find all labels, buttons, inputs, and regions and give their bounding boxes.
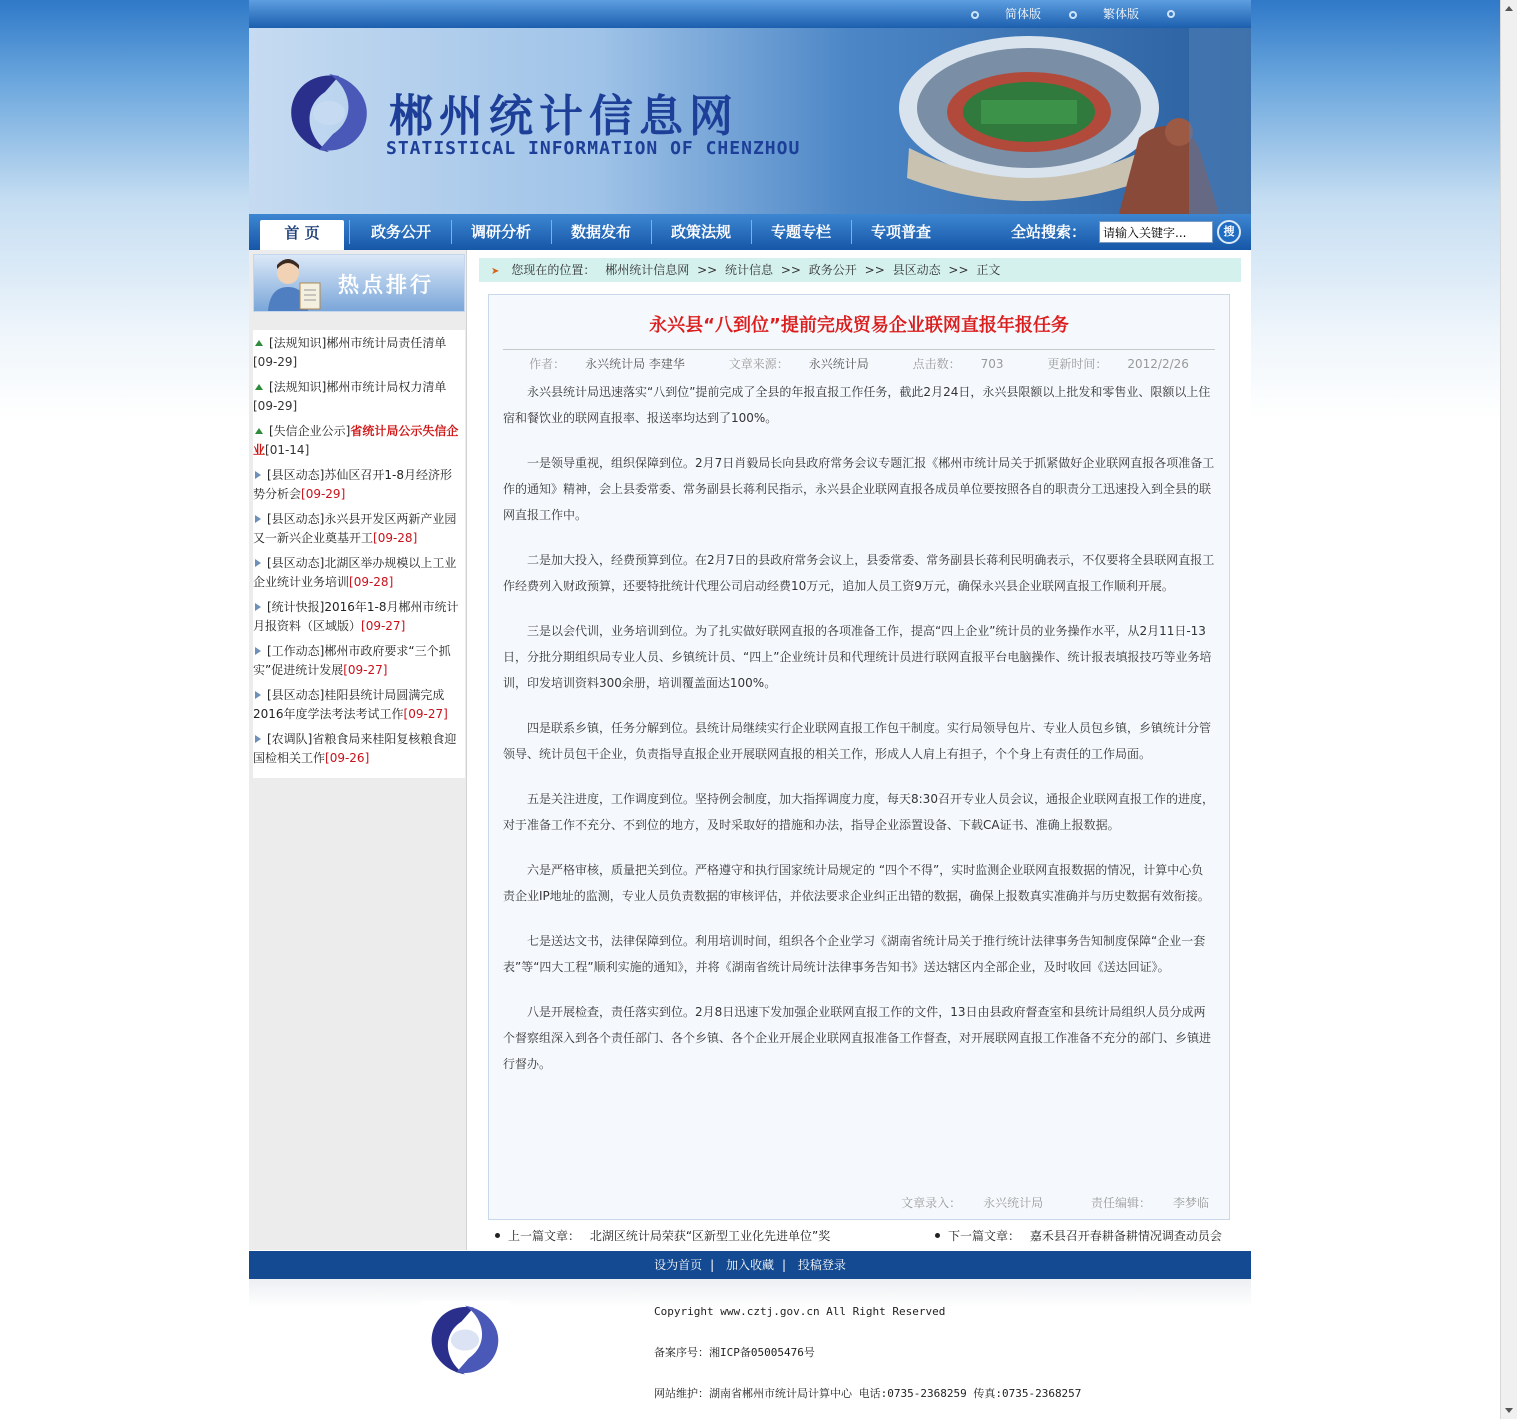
breadcrumb-item[interactable]: 郴州统计信息网 bbox=[605, 263, 690, 277]
paragraph: 三是以会代训，业务培训到位。为了扎实做好联网直报的各项准备工作，提高“四上企业”统计员的业务操作水平，从2月11日-13日，分批分期组织局专业人员、乡镇统计员、“四上”企业统计员和代理统计员进行联网直报平台电脑操作、统计报表填报技巧等业务培训，印发培训资料300余册，培训覆盖面达100%。 bbox=[503, 624, 1212, 690]
bullet-icon bbox=[495, 1233, 500, 1238]
hot-ranking-item-date: [09-29] bbox=[301, 487, 346, 501]
hot-ranking-item-date: [09-29] bbox=[253, 355, 298, 369]
clicks-label: 点击数： bbox=[912, 357, 961, 371]
hot-ranking-item[interactable] bbox=[253, 466, 465, 504]
maintainer-text: 网站维护：湖南省郴州市统计局计算中心 电话:0735-2368259 传真:0735-2368257 bbox=[654, 1387, 1082, 1400]
hot-ranking-item-label: [农调队]省粮食局来桂阳复核粮食迎国检相关工作 bbox=[253, 732, 457, 765]
right-arrow-icon bbox=[255, 647, 261, 655]
author-value: 永兴统计局 李建华 bbox=[585, 357, 685, 371]
paragraph: 七是送达文书，法律保障到位。利用培训时间，组织各个企业学习《湖南省统计局关于推行统计法律事务告知制度保障“企业一套表”等“四大工程”顺利实施的通知》，并将《湖南省统计局统计法律事务告知书》送达辖区内全部企业，及时收回《送达回证》。 bbox=[503, 934, 1206, 974]
nav-government-affairs[interactable]: 政务公开 bbox=[370, 223, 431, 241]
next-article-link[interactable]: 嘉禾县召开春耕备耕情况调查动员会 bbox=[1029, 1229, 1222, 1243]
hot-ranking-item-label: [统计快报]2016年1-8月郴州市统计月报资料（区域版） bbox=[253, 600, 459, 633]
breadcrumb-item[interactable]: 统计信息 bbox=[725, 263, 774, 277]
breadcrumb-prefix: 您现在的位置： bbox=[511, 263, 596, 277]
right-arrow-icon bbox=[255, 471, 261, 479]
hot-ranking-item-label: [法规知识]郴州市统计局责任清单 bbox=[269, 336, 447, 350]
right-arrow-icon bbox=[255, 735, 261, 743]
hot-ranking-item[interactable] bbox=[253, 422, 465, 460]
up-arrow-icon bbox=[255, 384, 263, 390]
right-arrow-icon bbox=[255, 515, 261, 523]
breadcrumb-current: 正文 bbox=[976, 263, 1001, 277]
paragraph: 一是领导重视，组织保障到位。2月7日肖毅局长向县政府常务会议专题汇报《郴州市统计局关于抓紧做好企业联网直报各项准备工作的通知》精神，会上县委常委、常务副县长蒋利民指示，永兴县企业联网直报各成员单位要按照各自的职责分工迅速投入到全县的联网直报工作中。 bbox=[503, 456, 1215, 522]
paragraph: 永兴县统计局迅速落实“八到位”提前完成了全县的年报直报工作任务，截此2月24日，永兴县限额以上批发和零售业、限额以上住宿和餐饮业的联网直报率、报送率均达到了100%。 bbox=[503, 385, 1211, 425]
right-arrow-icon bbox=[255, 603, 261, 611]
updated-value: 2012/2/26 bbox=[1127, 357, 1189, 371]
copyright-text: Copyright www.cztj.gov.cn All Right Reserved bbox=[654, 1305, 946, 1318]
hot-ranking-item-label: [失信企业公示] bbox=[269, 424, 351, 438]
hot-ranking-item-label: [县区动态]苏仙区召开1-8月经济形势分析会 bbox=[253, 468, 452, 501]
editor-value: 李梦临 bbox=[1172, 1196, 1209, 1210]
updated-label: 更新时间： bbox=[1047, 357, 1108, 371]
source-label: 文章来源： bbox=[728, 357, 789, 371]
hot-ranking-item-label: [县区动态]北湖区举办规模以上工业企业统计业务培训 bbox=[253, 556, 457, 589]
person-icon bbox=[264, 257, 326, 311]
right-arrow-icon bbox=[255, 691, 261, 699]
entry-value: 永兴统计局 bbox=[983, 1196, 1044, 1210]
nav-divider bbox=[349, 220, 350, 244]
paragraph: 四是联系乡镇，任务分解到位。县统计局继续实行企业联网直报工作包干制度。实行局领导包片、专业人员包乡镇，乡镇统计分管领导、统计员包干企业，负责指导直报企业开展联网直报的相关工作，形成人人肩上有担子，个个身上有责任的工作局面。 bbox=[503, 721, 1212, 761]
prev-label: 上一篇文章： bbox=[508, 1229, 581, 1243]
footer-logo bbox=[421, 1299, 509, 1381]
next-article bbox=[935, 1226, 1222, 1246]
chevron-right-icon: ➤ bbox=[491, 266, 500, 277]
divider bbox=[503, 349, 1215, 350]
hot-ranking-item-date: [09-27] bbox=[361, 619, 406, 633]
site-logo bbox=[279, 68, 379, 158]
scroll-down-icon[interactable] bbox=[1505, 1408, 1513, 1413]
footer-info bbox=[654, 1291, 1081, 1414]
hot-ranking-item-label: [县区动态]永兴县开发区两新产业园又一新兴企业奠基开工 bbox=[253, 512, 457, 545]
hot-ranking-item[interactable] bbox=[253, 642, 465, 680]
submit-login-link[interactable]: 投稿登录 bbox=[797, 1258, 846, 1272]
paragraph: 八是开展检查，责任落实到位。2月8日迅速下发加强企业联网直报工作的文件，13日由县政府督查室和县统计局组织人员分成两个督察组深入到各个责任部门、各个乡镇、各个企业开展企业联网直报准备工作督查，对开展联网直报工作准备不充分的部门、乡镇进行督办。 bbox=[503, 1005, 1212, 1071]
clicks-value: 703 bbox=[980, 357, 1004, 371]
simplified-link[interactable]: 简体版 bbox=[1004, 7, 1041, 21]
breadcrumb-separator: >> bbox=[780, 263, 801, 277]
breadcrumb-separator: >> bbox=[697, 263, 718, 277]
entry-label: 文章录入： bbox=[901, 1196, 962, 1210]
hot-ranking-item[interactable] bbox=[253, 686, 465, 724]
hot-ranking-item-label: [工作动态]郴州市政府要求“三个抓实”促进统计发展 bbox=[253, 644, 451, 677]
hot-ranking-item[interactable] bbox=[253, 510, 465, 548]
right-arrow-icon bbox=[255, 559, 261, 567]
breadcrumb-item[interactable]: 县区动态 bbox=[892, 263, 941, 277]
nav-home[interactable]: 首 页 bbox=[260, 220, 344, 250]
scroll-up-icon[interactable] bbox=[1505, 6, 1513, 11]
article-title: 永兴县“八到位”提前完成贸易企业联网直报年报任务 bbox=[649, 315, 1069, 336]
add-favorite-link[interactable]: 加入收藏 bbox=[725, 1258, 774, 1272]
up-arrow-icon bbox=[255, 428, 263, 434]
vertical-scrollbar[interactable] bbox=[1500, 0, 1517, 1419]
paragraph: 六是严格审核，质量把关到位。严格遵守和执行国家统计局规定的 “四个不得”，实时监测企业联网直报数据的情况，计算中心负责企业IP地址的监测，专业人员负责数据的审核评估，并依法要求企业纠正出错的数据，确保上报数真实准确并与历史数据有效衔接。 bbox=[503, 863, 1210, 903]
paragraph: 二是加大投入，经费预算到位。在2月7日的县政府常务会议上，县委常委、常务副县长蒋利民明确表示，不仅要将全县联网直报工作经费列入财政预算，还要特批统计代理公司启动经费10万元，追加人员工资9万元，确保永兴县企业联网直报工作顺利开展。 bbox=[503, 553, 1215, 593]
article-body bbox=[503, 379, 1215, 1096]
set-homepage-link[interactable]: 设为首页 bbox=[654, 1258, 703, 1272]
previous-article bbox=[495, 1226, 830, 1246]
hot-ranking-item-date: [09-27] bbox=[343, 663, 388, 677]
nav-topics[interactable]: 专题专栏 bbox=[770, 223, 831, 241]
hot-ranking-item-date: [09-26] bbox=[325, 751, 370, 765]
bullet-icon bbox=[971, 11, 979, 19]
hot-ranking-item-date: [09-27] bbox=[403, 707, 448, 721]
hot-ranking-item-highlight: 省统计局公示失信企业 bbox=[253, 424, 459, 457]
hot-ranking-header bbox=[253, 254, 465, 312]
search-label: 全站搜索： bbox=[1011, 223, 1087, 241]
breadcrumb-separator: >> bbox=[948, 263, 969, 277]
article-signature bbox=[857, 1194, 1209, 1211]
top-bar bbox=[249, 0, 1251, 28]
hot-ranking-item-date: [09-28] bbox=[349, 575, 394, 589]
search-input[interactable] bbox=[1099, 221, 1213, 243]
sidebar bbox=[249, 250, 467, 1250]
bullet-icon bbox=[1069, 11, 1077, 19]
breadcrumb-separator: >> bbox=[864, 263, 885, 277]
footer-nav: 设为首页 | 加入收藏 | 投稿登录 bbox=[249, 1251, 1251, 1279]
hot-ranking-item-label: [县区动态]桂阳县统计局圆满完成2016年度学法考法考试工作 bbox=[253, 688, 445, 721]
bullet-icon bbox=[935, 1233, 940, 1238]
article bbox=[488, 294, 1230, 1220]
main-nav bbox=[249, 214, 1251, 250]
hot-ranking-title: 热点排行 bbox=[338, 273, 434, 297]
breadcrumb-item[interactable]: 政务公开 bbox=[808, 263, 857, 277]
hot-ranking-item[interactable] bbox=[253, 334, 465, 372]
hot-ranking-item[interactable] bbox=[253, 378, 465, 416]
hot-ranking-list bbox=[253, 330, 465, 778]
hot-ranking-item-date: [01-14] bbox=[265, 443, 310, 457]
site-title: 郴州统计信息网 bbox=[389, 91, 739, 142]
next-label: 下一篇文章： bbox=[948, 1229, 1021, 1243]
source-value: 永兴统计局 bbox=[808, 357, 869, 371]
paragraph: 五是关注进度，工作调度到位。坚持例会制度，加大指挥调度力度，每天8:30召开专业人员会议，通报企业联网直报工作的进度，对于准备工作不充分、不到位的地方，及时采取好的措施和办法，指导企业添置设备、下载CA证书、准确上报数据。 bbox=[503, 792, 1214, 832]
hot-ranking-item-date: [09-29] bbox=[253, 399, 298, 413]
nav-census[interactable]: 专项普查 bbox=[870, 223, 931, 241]
breadcrumb bbox=[479, 258, 1241, 282]
nav-research[interactable]: 调研分析 bbox=[470, 223, 531, 241]
hot-ranking-item-label: [法规知识]郴州市统计局权力清单 bbox=[269, 380, 447, 394]
nav-policy[interactable]: 政策法规 bbox=[670, 223, 731, 241]
site-subtitle: STATISTICAL INFORMATION OF CHENZHOU bbox=[386, 138, 801, 159]
hot-ranking-item-date: [09-28] bbox=[373, 531, 418, 545]
footer bbox=[249, 1279, 1251, 1400]
traditional-link[interactable]: 繁体版 bbox=[1102, 7, 1139, 21]
prev-article-link[interactable]: 北湖区统计局荣获“区新型工业化先进单位”奖 bbox=[589, 1229, 831, 1243]
hot-ranking-item[interactable] bbox=[253, 554, 465, 592]
hot-ranking-item[interactable] bbox=[253, 598, 465, 636]
page bbox=[249, 0, 1251, 1419]
search-button[interactable]: 搜 bbox=[1217, 220, 1241, 244]
editor-label: 责任编辑： bbox=[1090, 1196, 1151, 1210]
bullet-icon bbox=[1167, 10, 1175, 18]
article-meta bbox=[489, 355, 1229, 372]
stadium-image bbox=[889, 28, 1251, 214]
icp-text: 备案序号：湘ICP备05005476号 bbox=[654, 1346, 815, 1359]
up-arrow-icon bbox=[255, 340, 263, 346]
author-label: 作者： bbox=[529, 357, 566, 371]
nav-data-release[interactable]: 数据发布 bbox=[570, 223, 631, 241]
hot-ranking-item[interactable] bbox=[253, 730, 465, 768]
language-links bbox=[971, 5, 1201, 22]
site-banner bbox=[249, 28, 1251, 214]
